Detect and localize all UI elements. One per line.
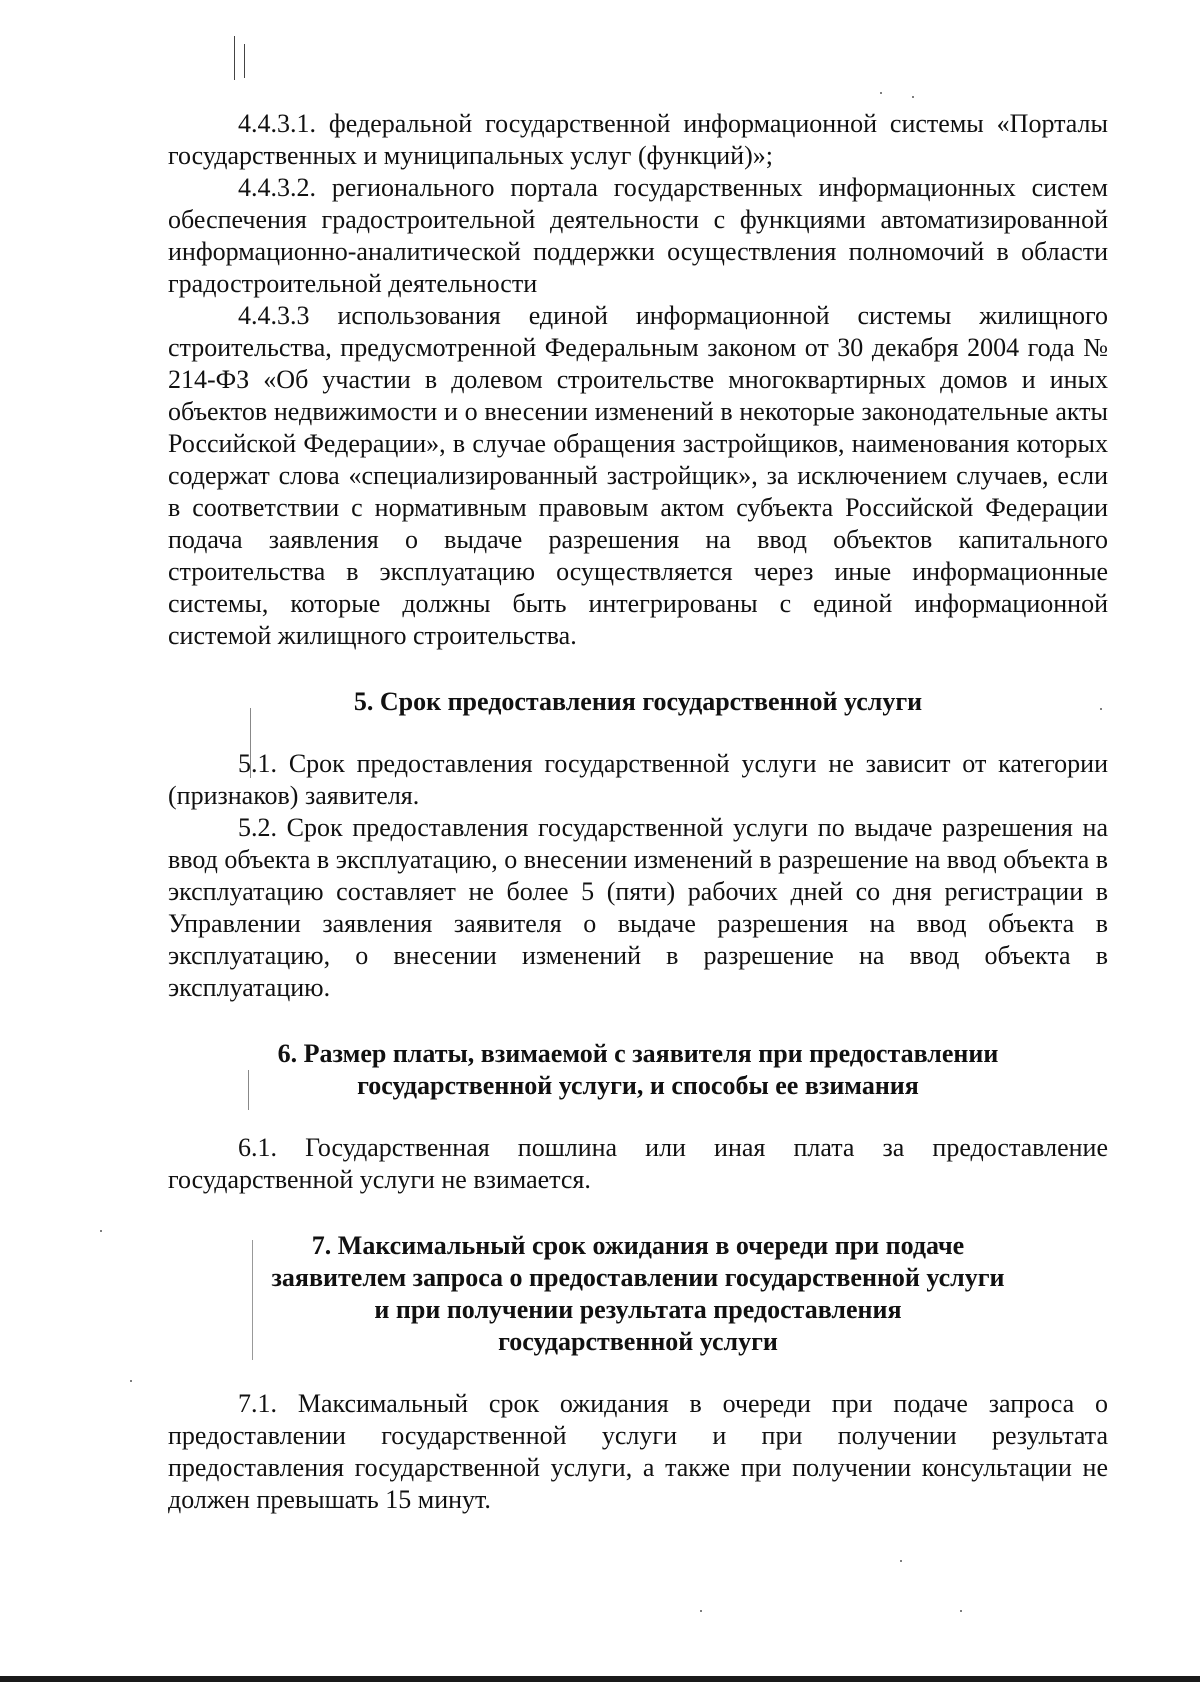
document-body: [168, 108, 1108, 1516]
paragraph-4-4-3-3: 4.4.3.3 использования единой информационной системы жилищного строительства, предусмотренной Федеральным законом от 30 декабря 2004 года № 214-ФЗ «Об участии в долевом строительстве многоквартирных домов и иных объектов недвижимости и о внесении изменений в некоторые законодательные акты Российской Федерации», в случае обращения застройщиков, наименования которых содержат слова «специализированный застройщик», за исключением случаев, если в соответствии с нормативным правовым актом субъекта Российской Федерации подача заявления о выдаче разрешения на ввод объектов капитального строительства в эксплуатацию осуществляется через иные информационные системы, которые должны быть интегрированы с единой информационной системой жилищного строительства.: [168, 301, 1108, 650]
scan-dot: [900, 1560, 902, 1562]
paragraph-4-4-3-1: 4.4.3.1. федеральной государственной информационной системы «Порталы государственных и муниципальных услуг (функций)»;: [168, 109, 1108, 170]
paragraph-7-1: 7.1. Максимальный срок ожидания в очереди при подаче запроса о предоставлении государственной услуги и при получении результата предоставления государственной услуги, а также при получении консультации не должен превышать 15 минут.: [168, 1389, 1108, 1514]
section-7-heading-line: и при получении результата предоставления: [374, 1295, 902, 1324]
scan-bottom-edge: [0, 1676, 1200, 1682]
section-5-heading: 5. Срок предоставления государственной услуги: [353, 687, 923, 716]
section-7-heading-line: 7. Максимальный срок ожидания в очереди при подаче: [311, 1231, 965, 1260]
paragraph-5-2: 5.2. Срок предоставления государственной услуги по выдаче разрешения на ввод объекта в эксплуатацию, о внесении изменений в разрешение на ввод объекта в эксплуатацию составляет не более 5 (пяти) рабочих дней со дня регистрации в Управлении заявления заявителя о выдаче разрешения на ввод объекта в эксплуатацию, о внесении изменений в разрешение на ввод объекта в эксплуатацию.: [168, 813, 1109, 1002]
scan-dot: [100, 1230, 102, 1232]
section-7-heading-line: государственной услуги: [498, 1327, 778, 1356]
section-7-heading-line: заявителем запроса о предоставлении государственной услуги: [271, 1263, 1005, 1292]
section-6-heading-line: государственной услуги, и способы ее взимания: [357, 1071, 919, 1100]
scan-dot: [880, 92, 882, 94]
section-6-heading-line: 6. Размер платы, взимаемой с заявителя при предоставлении: [277, 1039, 999, 1068]
paragraph-5-1: 5.1. Срок предоставления государственной услуги не зависит от категории (признаков) заявителя.: [168, 749, 1108, 810]
scan-dot: [912, 96, 914, 98]
scan-dot: [960, 1610, 962, 1612]
scan-dot: [130, 1380, 132, 1382]
paragraph-4-4-3-2: 4.4.3.2. регионального портала государственных информационных систем обеспечения градостроительной деятельности с функциями автоматизированной информационно-аналитической поддержки осуществления полномочий в области градостроительной деятельности: [168, 173, 1108, 298]
scan-mark: [234, 36, 235, 80]
scan-dot: [700, 1610, 702, 1612]
paragraph-6-1: 6.1. Государственная пошлина или иная плата за предоставление государственной услуги не взимается.: [168, 1133, 1108, 1194]
scan-mark: [244, 44, 245, 78]
section-7-heading: [168, 1230, 1108, 1358]
section-6-heading: [168, 1038, 1108, 1102]
